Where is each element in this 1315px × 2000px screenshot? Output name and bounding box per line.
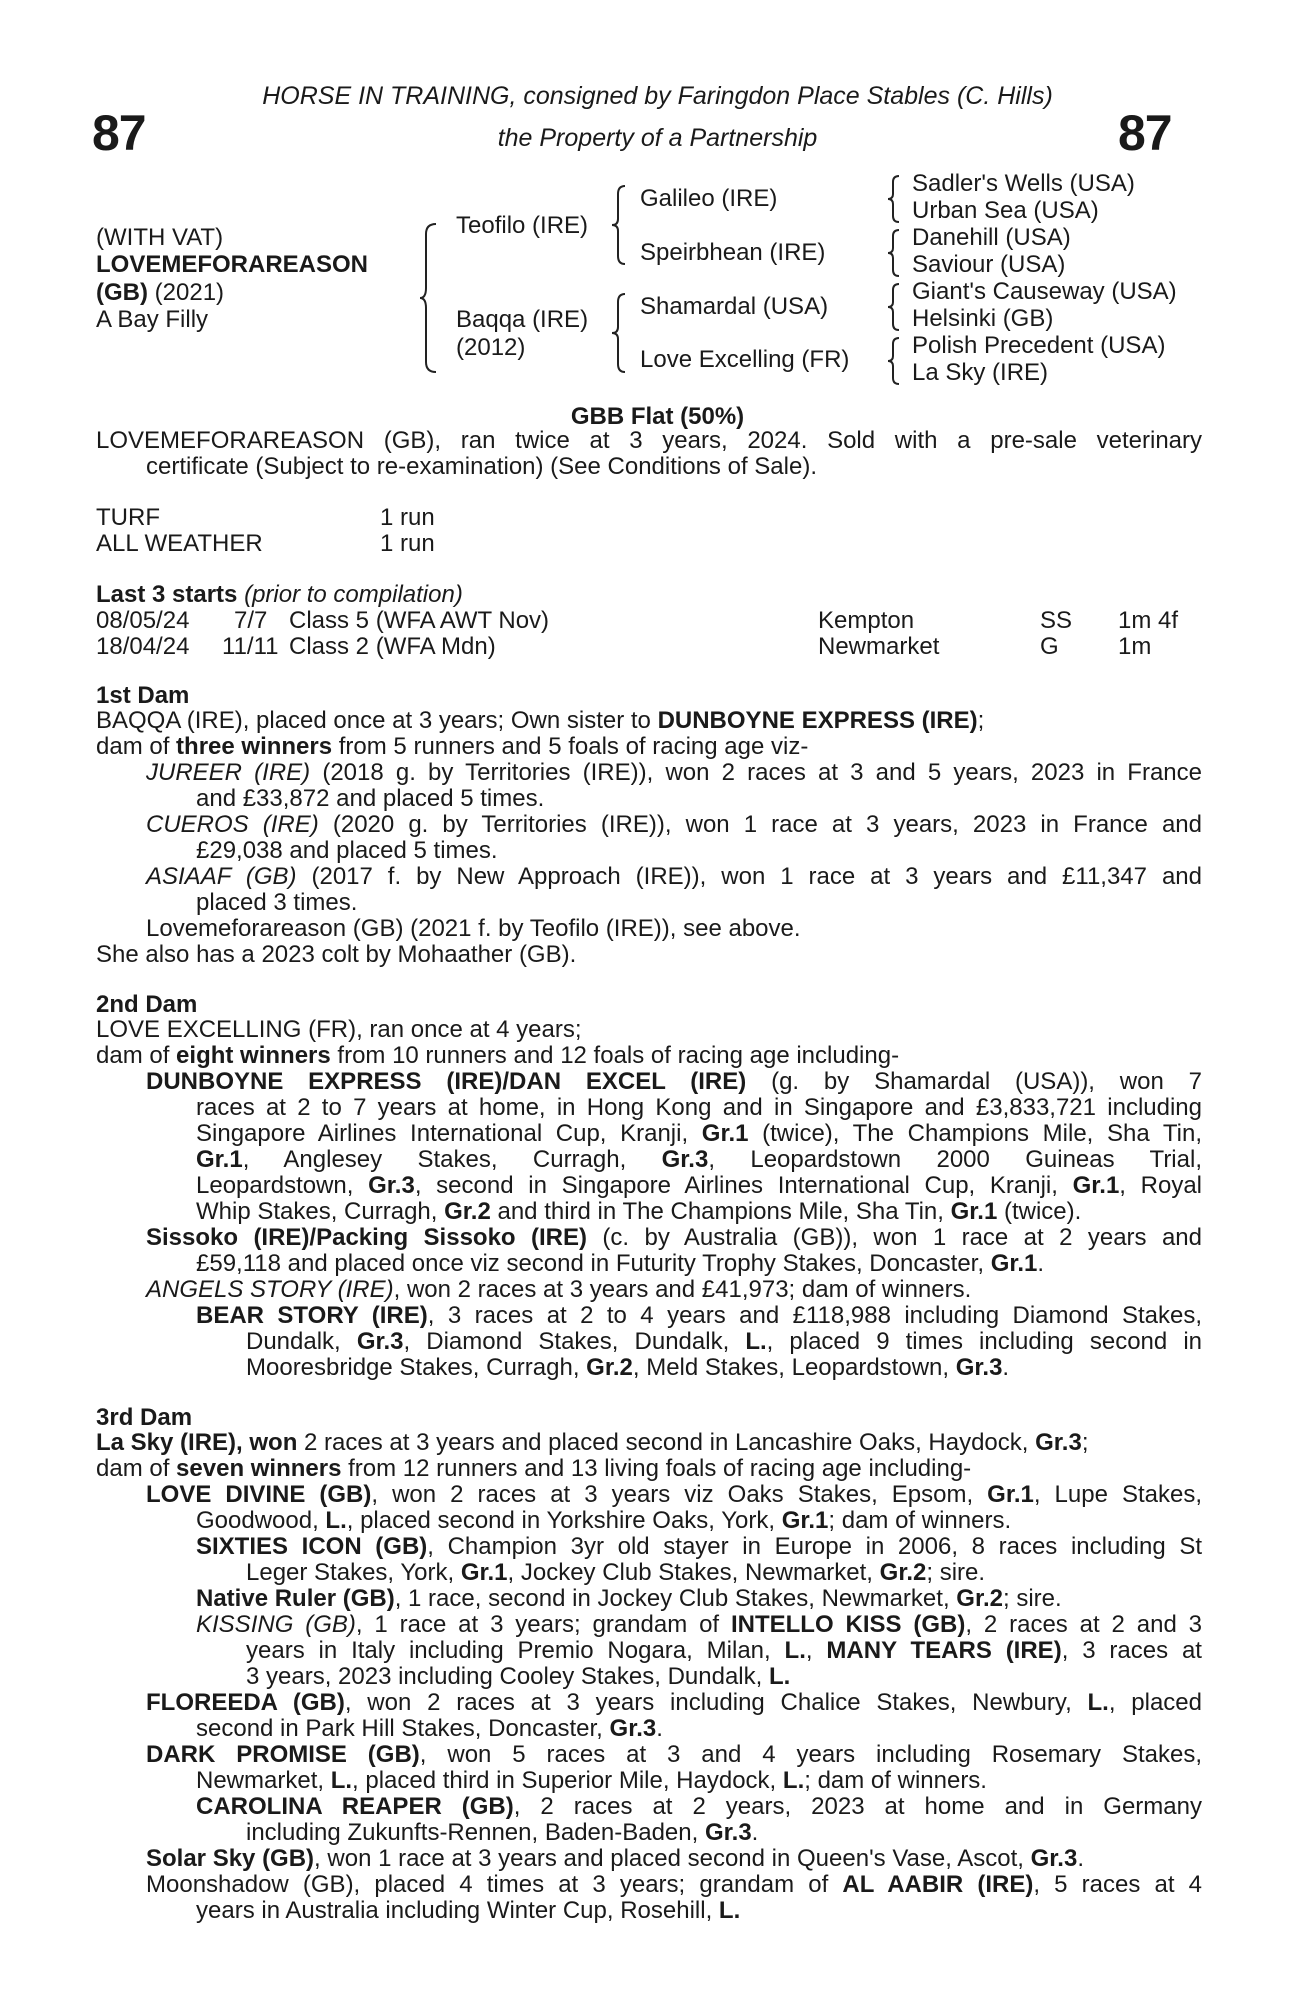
third-dam-winners: dam of seven winners from 12 runners and 13 living foals of racing age including- — [96, 1455, 972, 1482]
sire: Teofilo (IRE) — [456, 212, 589, 239]
kissing-line-3: 3 years, 2023 including Cooley Stakes, Dundalk, L. — [246, 1663, 791, 1690]
love-divine-line-1: LOVE DIVINE (GB), won 2 races at 3 years viz Oaks Stakes, Epsom, Gr.1, Lupe Stakes, — [146, 1481, 1202, 1508]
ss-dam: Urban Sea (USA) — [912, 197, 1099, 224]
start-1-pos: 7/7 — [234, 607, 268, 634]
start-2-pos: 11/11 — [222, 633, 279, 660]
pedigree-brace-1 — [886, 174, 902, 224]
dam-sire: Shamardal (USA) — [640, 293, 829, 320]
lot-number-left: 87 — [92, 105, 146, 161]
lot-number-right: 87 — [1118, 105, 1172, 161]
horse-country-year: (GB) (2021) — [96, 279, 225, 306]
first-dam-heading: 1st Dam — [96, 682, 190, 709]
pedigree-brace-3 — [886, 282, 902, 332]
horse-name: LOVEMEFORAREASON — [96, 251, 369, 278]
moonshadow-line-2: years in Australia including Winter Cup, Rosehill, L. — [196, 1897, 741, 1924]
last-starts-heading: Last 3 starts (prior to compilation) — [96, 581, 463, 608]
sire-dam: Speirbhean (IRE) — [640, 239, 826, 266]
cueros-line-1: CUEROS (IRE) (2020 g. by Territories (IRE)), won 1 race at 3 years, 2023 in France and — [146, 811, 1202, 838]
native-ruler-line: Native Ruler (GB), 1 race, second in Jockey Club Stakes, Newmarket, Gr.2; sire. — [196, 1585, 1062, 1612]
turf-runs: 1 run — [380, 504, 435, 531]
start-1-going: SS — [1040, 607, 1073, 634]
pedigree-brace-4 — [886, 336, 902, 386]
sixties-icon-line-2: Leger Stakes, York, Gr.1, Jockey Club Stakes, Newmarket, Gr.2; sire. — [246, 1559, 986, 1586]
aw-label: ALL WEATHER — [96, 530, 263, 557]
bear-story-line-2: Dundalk, Gr.3, Diamond Stakes, Dundalk, L., placed 9 times including second in — [246, 1328, 1203, 1355]
sixties-icon-line-1: SIXTIES ICON (GB), Champion 3yr old stayer in Europe in 2006, 8 races including St — [196, 1533, 1202, 1560]
carolina-reaper-line-2: including Zukunfts-Rennen, Baden-Baden, Gr.3. — [246, 1819, 759, 1846]
sissoko-line-1: Sissoko (IRE)/Packing Sissoko (IRE) (c. by Australia (GB)), won 1 race at 2 years and — [146, 1224, 1202, 1251]
start-2-date: 18/04/24 — [96, 633, 190, 660]
second-dam-heading: 2nd Dam — [96, 991, 198, 1018]
pedigree-brace-main — [418, 222, 440, 374]
sd-dam: Saviour (USA) — [912, 251, 1066, 278]
horse-description: A Bay Filly — [96, 306, 209, 333]
jureer-line-2: and £33,872 and placed 5 times. — [196, 785, 545, 812]
start-2-going: G — [1040, 633, 1059, 660]
carolina-reaper-line-1: CAROLINA REAPER (GB), 2 races at 2 years, 2023 at home and in Germany — [196, 1793, 1202, 1820]
consignment-line: HORSE IN TRAINING, consigned by Faringdon Place Stables (C. Hills) — [262, 82, 1053, 110]
dunboyne-line-2: races at 2 to 7 years at home, in Hong Kong and in Singapore and £3,833,721 including — [196, 1094, 1202, 1121]
sd-sire: Danehill (USA) — [912, 224, 1071, 251]
bear-story-line-1: BEAR STORY (IRE), 3 races at 2 to 4 years and £118,988 including Diamond Stakes, — [196, 1302, 1202, 1329]
asiaaf-line-2: placed 3 times. — [196, 889, 358, 916]
start-1-dist: 1m 4f — [1118, 607, 1179, 634]
dd-dam: La Sky (IRE) — [912, 359, 1049, 386]
third-dam-heading: 3rd Dam — [96, 1404, 193, 1431]
dark-promise-line-2: Newmarket, L., placed third in Superior Mile, Haydock, L.; dam of winners. — [196, 1767, 987, 1794]
kissing-line-1: KISSING (GB), 1 race at 3 years; grandam of INTELLO KISS (GB), 2 races at 2 and 3 — [196, 1611, 1202, 1638]
floreeda-line-2: second in Park Hill Stakes, Doncaster, Gr.3. — [196, 1715, 663, 1742]
bear-story-line-3: Mooresbridge Stakes, Curragh, Gr.2, Meld Stakes, Leopardstown, Gr.3. — [246, 1354, 1010, 1381]
dunboyne-line-1: DUNBOYNE EXPRESS (IRE)/DAN EXCEL (IRE) (g. by Shamardal (USA)), won 7 — [146, 1068, 1203, 1095]
floreeda-line-1: FLOREEDA (GB), won 2 races at 3 years including Chalice Stakes, Newbury, L., placed — [146, 1689, 1203, 1716]
lovemeforareason-line: Lovemeforareason (GB) (2021 f. by Teofilo (IRE)), see above. — [146, 915, 801, 942]
summary-line-1: LOVEMEFORAREASON (GB), ran twice at 3 years, 2024. Sold with a pre-sale veterinary — [96, 427, 1202, 454]
dd-sire: Polish Precedent (USA) — [912, 332, 1166, 359]
ss-sire: Sadler's Wells (USA) — [912, 170, 1135, 197]
second-dam-winners: dam of eight winners from 10 runners and 12 foals of racing age including- — [96, 1042, 900, 1069]
property-line: the Property of a Partnership — [497, 124, 818, 152]
moonshadow-line-1: Moonshadow (GB), placed 4 times at 3 years; grandam of AL AABIR (IRE), 5 races at 4 — [146, 1871, 1202, 1898]
start-1-date: 08/05/24 — [96, 607, 190, 634]
dunboyne-line-3: Singapore Airlines International Cup, Kranji, Gr.1 (twice), The Champions Mile, Sha Tin, — [196, 1120, 1202, 1147]
start-1-race: Class 5 (WFA AWT Nov) — [289, 607, 550, 634]
third-dam-line: La Sky (IRE), won 2 races at 3 years and placed second in Lancashire Oaks, Haydock, Gr.3; — [96, 1429, 1089, 1456]
kissing-line-2: years in Italy including Premio Nogara, Milan, L., MANY TEARS (IRE), 3 races at — [246, 1637, 1202, 1664]
start-2-course: Newmarket — [818, 633, 940, 660]
gbb-label: GBB Flat (50%) — [570, 403, 745, 430]
asiaaf-line-1: ASIAAF (GB) (2017 f. by New Approach (IRE)), won 1 race at 3 years and £11,347 and — [146, 863, 1202, 890]
dam-year: (2012) — [456, 334, 526, 361]
first-dam-line: BAQQA (IRE), placed once at 3 years; Own sister to DUNBOYNE EXPRESS (IRE); — [96, 707, 985, 734]
dunboyne-line-6: Whip Stakes, Curragh, Gr.2 and third in The Champions Mile, Sha Tin, Gr.1 (twice). — [196, 1198, 1082, 1225]
dark-promise-line-1: DARK PROMISE (GB), won 5 races at 3 and 4 years including Rosemary Stakes, — [146, 1741, 1202, 1768]
aw-runs: 1 run — [380, 530, 435, 557]
pedigree-brace-2 — [886, 228, 902, 278]
start-2-race: Class 2 (WFA Mdn) — [289, 633, 496, 660]
vat-label: (WITH VAT) — [96, 224, 224, 251]
first-dam-winners: dam of three winners from 5 runners and 5 foals of racing age viz- — [96, 733, 809, 760]
jureer-line-1: JUREER (IRE) (2018 g. by Territories (IRE)), won 2 races at 3 and 5 years, 2023 in France — [146, 759, 1202, 786]
start-1-course: Kempton — [818, 607, 915, 634]
dam-dam: Love Excelling (FR) — [640, 346, 850, 373]
solar-sky-line: Solar Sky (GB), won 1 race at 3 years and placed second in Queen's Vase, Ascot, Gr.3. — [146, 1845, 1084, 1872]
angels-story-line: ANGELS STORY (IRE), won 2 races at 3 years and £41,973; dam of winners. — [146, 1276, 972, 1303]
love-divine-line-2: Goodwood, L., placed second in Yorkshire Oaks, York, Gr.1; dam of winners. — [196, 1507, 1012, 1534]
turf-label: TURF — [96, 504, 160, 531]
pedigree-brace-sire — [610, 184, 628, 266]
pedigree-brace-dam — [610, 292, 628, 374]
second-dam-line: LOVE EXCELLING (FR), ran once at 4 years; — [96, 1016, 582, 1043]
summary-line-2: certificate (Subject to re-examination) (See Conditions of Sale). — [146, 453, 817, 480]
ds-sire: Giant's Causeway (USA) — [912, 278, 1177, 305]
dunboyne-line-5: Leopardstown, Gr.3, second in Singapore Airlines International Cup, Kranji, Gr.1, Royal — [196, 1172, 1203, 1199]
dunboyne-line-4: Gr.1, Anglesey Stakes, Curragh, Gr.3, Leopardstown 2000 Guineas Trial, — [196, 1146, 1202, 1173]
sire-sire: Galileo (IRE) — [640, 185, 778, 212]
dam: Baqqa (IRE) — [456, 306, 589, 333]
start-2-dist: 1m — [1118, 633, 1152, 660]
ds-dam: Helsinki (GB) — [912, 305, 1054, 332]
sissoko-line-2: £59,118 and placed once viz second in Futurity Trophy Stakes, Doncaster, Gr.1. — [196, 1250, 1045, 1277]
colt-line: She also has a 2023 colt by Mohaather (GB). — [96, 941, 577, 968]
cueros-line-2: £29,038 and placed 5 times. — [196, 837, 498, 864]
